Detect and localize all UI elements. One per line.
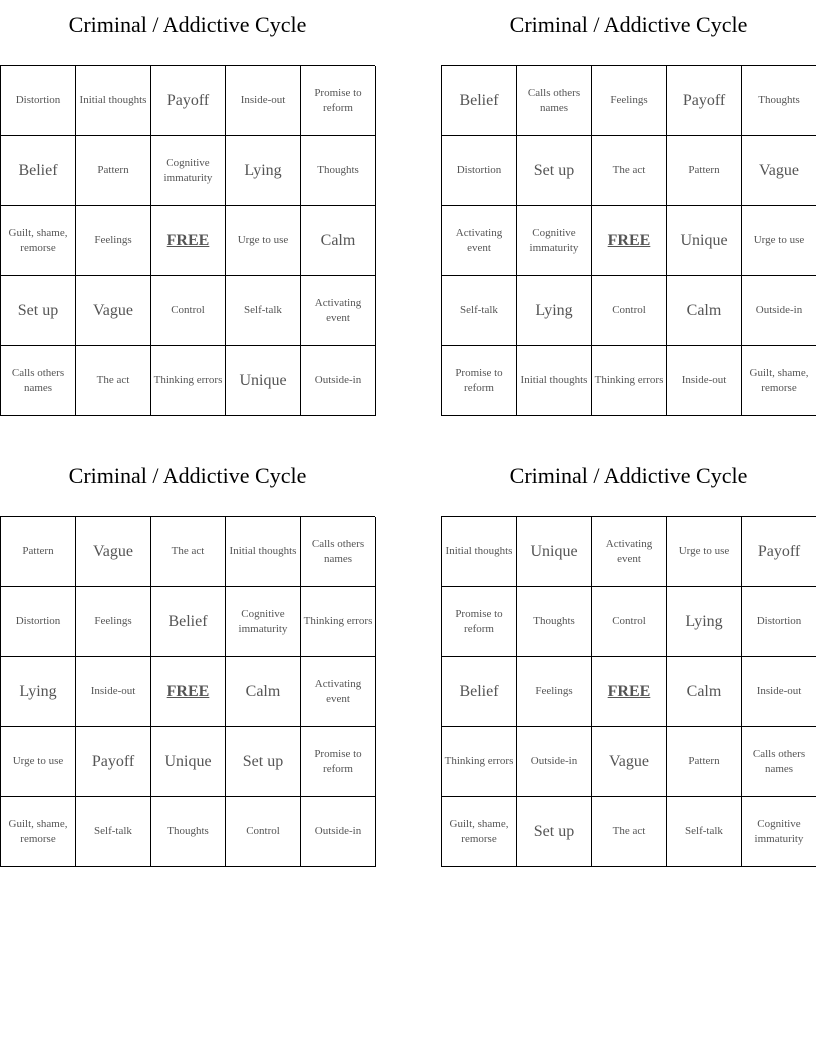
- bingo-grid: [441, 65, 816, 416]
- bingo-cell: Control: [226, 797, 301, 867]
- bingo-cell: Payoff: [151, 66, 226, 136]
- bingo-cell: Set up: [226, 727, 301, 797]
- bingo-cell: Unique: [226, 346, 301, 416]
- bingo-cell: Promise to reform: [442, 346, 517, 416]
- bingo-cell: Feelings: [517, 657, 592, 727]
- bingo-cell: Cognitive immaturity: [226, 587, 301, 657]
- bingo-cell: Inside-out: [667, 346, 742, 416]
- bingo-cell: Promise to reform: [442, 587, 517, 657]
- bingo-grid: [441, 516, 816, 867]
- bingo-grid: [0, 65, 375, 416]
- bingo-cell: Lying: [1, 657, 76, 727]
- bingo-cell: Vague: [76, 276, 151, 346]
- bingo-cell: Calm: [226, 657, 301, 727]
- bingo-cell: Calm: [301, 206, 376, 276]
- bingo-cell: Vague: [742, 136, 816, 206]
- bingo-cell: Distortion: [1, 587, 76, 657]
- bingo-cell: Calm: [667, 657, 742, 727]
- bingo-cell: Urge to use: [1, 727, 76, 797]
- bingo-cell: Lying: [667, 587, 742, 657]
- bingo-cell: Activating event: [592, 517, 667, 587]
- bingo-cell: Unique: [667, 206, 742, 276]
- bingo-cell: Belief: [442, 657, 517, 727]
- bingo-cell: Outside-in: [301, 797, 376, 867]
- bingo-cell: The act: [151, 517, 226, 587]
- bingo-cell: Guilt, shame, remorse: [1, 206, 76, 276]
- bingo-cell: Belief: [442, 66, 517, 136]
- bingo-cell: The act: [592, 797, 667, 867]
- bingo-cell: Inside-out: [76, 657, 151, 727]
- bingo-cell: Payoff: [667, 66, 742, 136]
- bingo-cell: Inside-out: [742, 657, 816, 727]
- bingo-cell: Thinking errors: [592, 346, 667, 416]
- bingo-cell: Feelings: [76, 206, 151, 276]
- bingo-cell: Thoughts: [151, 797, 226, 867]
- bingo-cell: Thinking errors: [151, 346, 226, 416]
- bingo-cell: Unique: [151, 727, 226, 797]
- bingo-cell: Thinking errors: [442, 727, 517, 797]
- bingo-cell: Pattern: [667, 727, 742, 797]
- bingo-cell: Payoff: [742, 517, 816, 587]
- bingo-cell: Cognitive immaturity: [151, 136, 226, 206]
- bingo-cell: Lying: [517, 276, 592, 346]
- bingo-cell: Outside-in: [517, 727, 592, 797]
- bingo-cell: Belief: [151, 587, 226, 657]
- bingo-cell: Initial thoughts: [517, 346, 592, 416]
- free-space-cell: FREE: [592, 206, 667, 276]
- bingo-cell: Calls others names: [517, 66, 592, 136]
- bingo-cell: Control: [592, 587, 667, 657]
- bingo-cell: Outside-in: [742, 276, 816, 346]
- bingo-cell: Payoff: [76, 727, 151, 797]
- bingo-cell: Control: [592, 276, 667, 346]
- card-title: Criminal / Addictive Cycle: [509, 463, 748, 488]
- bingo-grid: [0, 516, 375, 867]
- bingo-cell: Set up: [1, 276, 76, 346]
- bingo-cell: Activating event: [301, 657, 376, 727]
- bingo-cell: Calls others names: [742, 727, 816, 797]
- bingo-cell: Feelings: [76, 587, 151, 657]
- bingo-cell: Thoughts: [742, 66, 816, 136]
- bingo-cell: Thoughts: [517, 587, 592, 657]
- bingo-cell: Distortion: [1, 66, 76, 136]
- bingo-cell: The act: [76, 346, 151, 416]
- bingo-cell: Set up: [517, 797, 592, 867]
- bingo-cell: Feelings: [592, 66, 667, 136]
- free-space-cell: FREE: [151, 657, 226, 727]
- bingo-cell: Distortion: [442, 136, 517, 206]
- bingo-cell: Calls others names: [1, 346, 76, 416]
- bingo-cell: Cognitive immaturity: [742, 797, 816, 867]
- bingo-cell: Calls others names: [301, 517, 376, 587]
- bingo-cell: Thinking errors: [301, 587, 376, 657]
- bingo-cell: Unique: [517, 517, 592, 587]
- bingo-cell: Calm: [667, 276, 742, 346]
- bingo-cell: Vague: [76, 517, 151, 587]
- bingo-cell: Urge to use: [226, 206, 301, 276]
- bingo-cell: Pattern: [76, 136, 151, 206]
- card-title: Criminal / Addictive Cycle: [68, 12, 307, 37]
- bingo-cell: Initial thoughts: [442, 517, 517, 587]
- bingo-cell: Initial thoughts: [76, 66, 151, 136]
- bingo-cell: Set up: [517, 136, 592, 206]
- bingo-cell: Self-talk: [442, 276, 517, 346]
- bingo-cell: Belief: [1, 136, 76, 206]
- bingo-cell: Lying: [226, 136, 301, 206]
- free-space-cell: FREE: [592, 657, 667, 727]
- bingo-cell: Self-talk: [226, 276, 301, 346]
- card-title: Criminal / Addictive Cycle: [509, 12, 748, 37]
- bingo-cell: Promise to reform: [301, 66, 376, 136]
- bingo-cell: Urge to use: [742, 206, 816, 276]
- bingo-cell: Activating event: [301, 276, 376, 346]
- bingo-cell: Inside-out: [226, 66, 301, 136]
- bingo-cell: Pattern: [1, 517, 76, 587]
- bingo-cell: Cognitive immaturity: [517, 206, 592, 276]
- bingo-cell: Urge to use: [667, 517, 742, 587]
- bingo-cell: Outside-in: [301, 346, 376, 416]
- bingo-cell: Initial thoughts: [226, 517, 301, 587]
- bingo-cell: Distortion: [742, 587, 816, 657]
- bingo-cell: Control: [151, 276, 226, 346]
- bingo-cell: Guilt, shame, remorse: [442, 797, 517, 867]
- bingo-cell: The act: [592, 136, 667, 206]
- bingo-cell: Pattern: [667, 136, 742, 206]
- free-space-cell: FREE: [151, 206, 226, 276]
- bingo-cell: Promise to reform: [301, 727, 376, 797]
- bingo-cell: Thoughts: [301, 136, 376, 206]
- bingo-cell: Self-talk: [667, 797, 742, 867]
- bingo-cell: Self-talk: [76, 797, 151, 867]
- bingo-cell: Guilt, shame, remorse: [1, 797, 76, 867]
- card-title: Criminal / Addictive Cycle: [68, 463, 307, 488]
- bingo-cell: Vague: [592, 727, 667, 797]
- bingo-cell: Activating event: [442, 206, 517, 276]
- bingo-cell: Guilt, shame, remorse: [742, 346, 816, 416]
